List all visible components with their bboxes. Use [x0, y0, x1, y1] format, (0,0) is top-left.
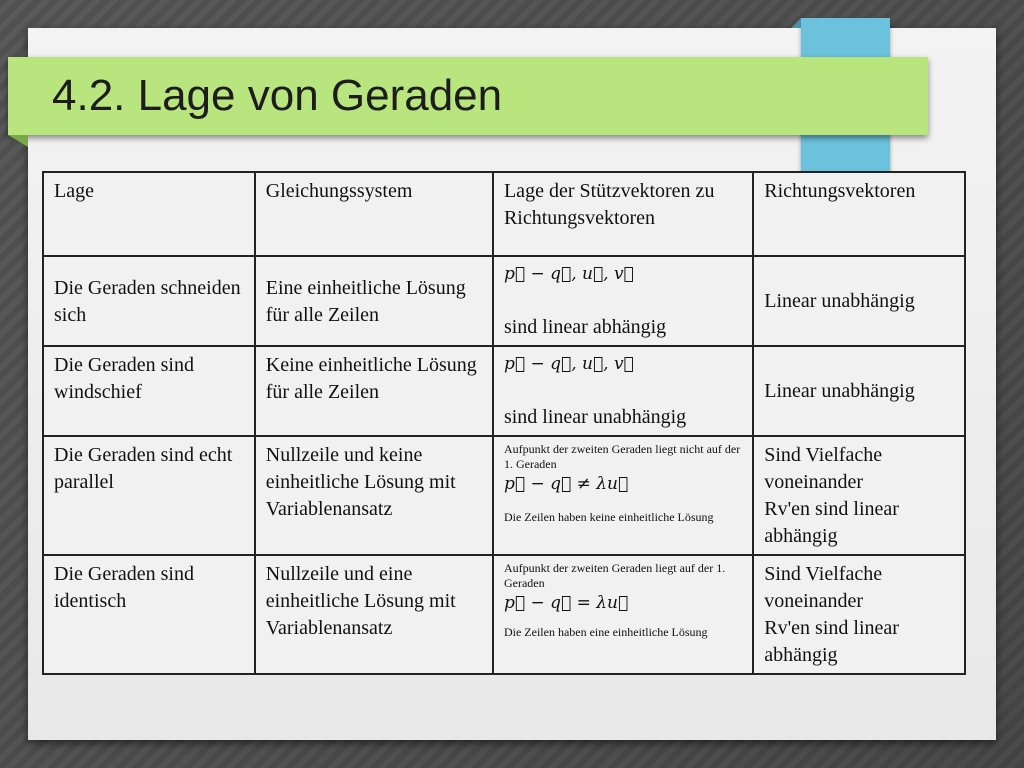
table-row [43, 436, 965, 555]
header-cell: Gleichungssystem [255, 172, 493, 256]
header-cell: Lage [43, 172, 255, 256]
formula: p⃗ − q⃗, u⃗, v⃗ [503, 264, 634, 284]
gleichung-cell: Nullzeile und eine einheitliche Lösung mit Variablenansatz [255, 555, 493, 674]
gleichung-cell: Nullzeile und keine einheitliche Lösung mit Variablenansatz [255, 436, 493, 555]
header-cell: Richtungsvektoren [753, 172, 965, 256]
richtung-text: Rv'en sind linear abhängig [764, 617, 899, 666]
note-text: Die Zeilen haben eine einheitliche Lösung [503, 625, 708, 639]
richtung-text: Sind Vielfache voneinander [764, 444, 883, 493]
formula: p⃗ − q⃗ ≠ λu⃗ [503, 474, 629, 494]
note-text: Die Zeilen haben keine einheitliche Lösung [503, 510, 714, 524]
table-row [43, 346, 965, 436]
gleichung-cell: Eine einheitliche Lösung für alle Zeilen [255, 256, 493, 346]
formula: p⃗ − q⃗ = λu⃗ [503, 593, 629, 613]
note-text: Aufpunkt der zweiten Geraden liegt nicht auf der 1. Geraden [503, 442, 741, 471]
richtung-cell: Linear unabhängig [753, 256, 965, 346]
lage-table [42, 171, 966, 675]
richtung-cell: Linear unabhängig [753, 346, 965, 436]
note-text: Aufpunkt der zweiten Geraden liegt auf der 1. Geraden [503, 561, 726, 590]
richtung-cell [753, 555, 965, 674]
title-banner-fold [8, 135, 28, 147]
stuetz-cell [493, 555, 753, 674]
table-header-row [43, 172, 965, 256]
richtung-cell [753, 436, 965, 555]
header-cell: Lage der Stützvektoren zu Richtungsvektoren [493, 172, 753, 256]
lage-cell: Die Geraden sind identisch [43, 555, 255, 674]
formula: p⃗ − q⃗, u⃗, v⃗ [503, 354, 634, 374]
slide-title: 4.2. Lage von Geraden [52, 71, 503, 120]
table-row [43, 555, 965, 674]
stuetz-cell [493, 256, 753, 346]
stuetz-text: sind linear unabhängig [503, 406, 687, 428]
lage-cell: Die Geraden schneiden sich [43, 256, 255, 346]
richtung-text: Sind Vielfache voneinander [764, 563, 883, 612]
lage-cell: Die Geraden sind echt parallel [43, 436, 255, 555]
lage-cell: Die Geraden sind windschief [43, 346, 255, 436]
gleichung-cell: Keine einheitliche Lösung für alle Zeilen [255, 346, 493, 436]
stuetz-cell [493, 346, 753, 436]
stuetz-cell [493, 436, 753, 555]
table-row [43, 256, 965, 346]
stuetz-text: sind linear abhängig [503, 316, 667, 338]
richtung-text: Rv'en sind linear abhängig [764, 498, 899, 547]
